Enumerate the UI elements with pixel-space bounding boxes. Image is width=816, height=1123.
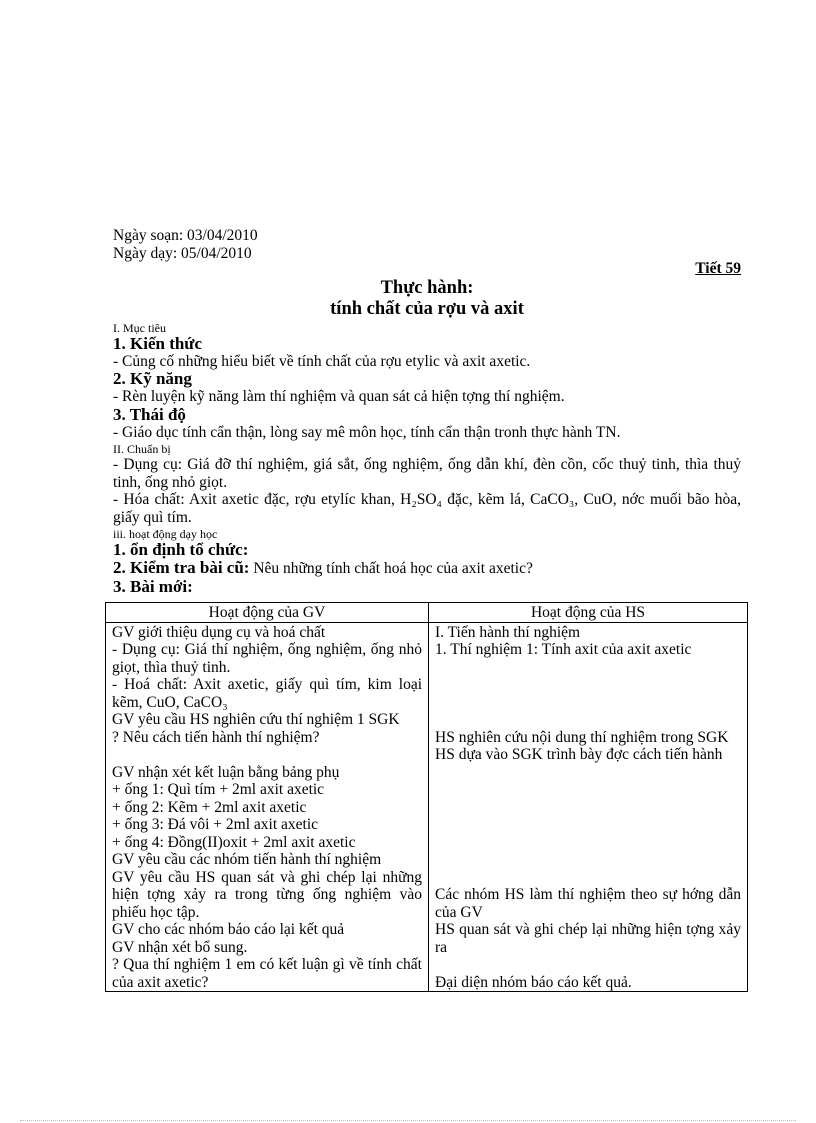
gv-line: + ống 3: Đá vôi + 2ml axit axetic: [112, 816, 319, 833]
tiet-number: Tiết 59: [695, 260, 741, 277]
text-kiem-tra: Nêu những tính chất hoá học của axit axetic?: [249, 560, 533, 577]
ngay-soan: Ngày soạn: 03/04/2010: [113, 227, 258, 244]
gv-line: - Dụng cụ: Giá thí nghiệm, ống nghiệm, ống nhỏ giọt, thìa thuỷ tinh.: [112, 641, 422, 676]
header-gv: Hoạt động của GV: [106, 603, 429, 623]
hs-spacer: [435, 659, 741, 677]
document-page: [113, 227, 741, 596]
heading-kien-thuc: 1. Kiến thức: [113, 333, 203, 353]
text-kien-thuc: - Củng cố những hiểu biết về tính chất của rợu etylic và axit axetic.: [113, 352, 531, 370]
gv-column: [106, 622, 429, 992]
hs-line: HS dựa vào SGK trình bày đợc cách tiến hành: [435, 746, 723, 763]
hs-line: HS nghiên cứu nội dung thí nghiệm trong SGK: [435, 728, 729, 746]
hs-line: HS quan sát và ghi chép lại những hiện tợng xảy ra: [435, 921, 741, 956]
section-chuan-bi: II. Chuẩn bị: [113, 442, 171, 456]
table-header-row: [106, 603, 748, 623]
gv-line: + ống 1: Quì tím + 2ml axit axetic: [112, 781, 325, 798]
hs-spacer: [435, 834, 741, 852]
section-hoat-dong: iii. hoạt động dạy học: [113, 527, 218, 541]
ngay-day: Ngày dạy: 05/04/2010: [113, 244, 252, 262]
gv-line: + ống 4: Đồng(II)oxit + 2ml axit axetic: [112, 833, 356, 851]
text-thai-do: - Giáo dục tính cẩn thận, lòng say mê môn học, tính cẩn thận tronh thực hành TN.: [113, 423, 621, 441]
hs-spacer: [435, 711, 741, 729]
gv-line: GV yêu cầu HS nghiên cứu thí nghiệm 1 SGK: [112, 711, 400, 728]
gv-line: GV nhận xét kết luận bằng bảng phụ: [112, 763, 340, 781]
hs-line: I. Tiến hành thí nghiệm: [435, 623, 581, 641]
hs-spacer: [435, 851, 741, 869]
hs-column: [429, 622, 748, 992]
text-ky-nang: - Rèn luyện kỹ năng làm thí nghiệm và quan sát cả hiện tợng thí nghiệm.: [113, 388, 565, 405]
heading-kiem-tra: 2. Kiểm tra bài cũ:: [113, 558, 250, 577]
kiem-tra-line: [113, 559, 741, 578]
title-line-2: tính chất của rợu và axit: [330, 298, 524, 319]
gv-line: GV cho các nhóm báo cáo lại kết quả: [112, 921, 345, 938]
hs-spacer: [435, 956, 741, 974]
gv-line: GV yêu cầu các nhóm tiến hành thí nghiệm: [112, 851, 382, 868]
title-line-1: Thực hành:: [380, 277, 474, 298]
text-hoa-chat: - Hóa chất: Axit axetic đặc, rợu etylíc khan, H₂SO₄ đặc, kẽm lá, CaCO₃, CuO, nớc muối bão hòa, giấy quì tím.: [113, 491, 741, 526]
gv-line: GV yêu cầu HS quan sát và ghi chép lại những hiện tợng xảy ra trong từng ống nghiệm vào phiếu học tập.: [112, 868, 422, 921]
hs-spacer: [435, 764, 741, 782]
page-footer-divider: [20, 1120, 796, 1121]
gv-line: ? Qua thí nghiệm 1 em có kết luận gì về tính chất của axit axetic?: [112, 956, 422, 991]
hs-spacer: [435, 816, 741, 834]
gv-line: ? Nêu cách tiến hành thí nghiệm?: [112, 728, 320, 746]
hs-spacer: [435, 781, 741, 799]
hs-spacer: [435, 799, 741, 817]
gv-line: GV giới thiệu dụng cụ và hoá chất: [112, 623, 326, 641]
heading-on-dinh: 1. ổn định tổ chức:: [113, 540, 249, 559]
heading-bai-moi: 3. Bài mới:: [113, 576, 193, 596]
heading-ky-nang: 2. Kỹ năng: [113, 369, 192, 388]
gv-line: GV nhận xét bổ sung.: [112, 938, 248, 956]
hs-line: 1. Thí nghiệm 1: Tính axit của axit axetic: [435, 641, 692, 658]
header-hs: Hoạt động của HS: [429, 603, 748, 623]
hs-line: Các nhóm HS làm thí nghiệm theo sự hớng dẫn của GV: [435, 886, 741, 921]
table-body-row: [106, 622, 748, 992]
heading-thai-do: 3. Thái độ: [113, 404, 186, 424]
hs-spacer: [435, 694, 741, 712]
text-dung-cu: - Dụng cụ: Giá đỡ thí nghiệm, giá sắt, ống nghiệm, ống dẫn khí, đèn cồn, cốc thuỷ tinh, thìa thuỷ tinh, ống nhỏ giọt.: [113, 456, 741, 491]
hs-line: Đại diện nhóm báo cáo kết quả.: [435, 973, 632, 991]
gv-line: - Hoá chất: Axit axetic, giấy quì tím, kim loại kẽm, CuO, CaCO₃: [112, 676, 422, 711]
activity-table: [105, 602, 748, 992]
hs-spacer: [435, 869, 741, 887]
gv-spacer: [112, 746, 422, 764]
section-muc-tieu: I. Mục tiêu: [113, 320, 166, 335]
hs-spacer: [435, 676, 741, 694]
gv-line: + ống 2: Kẽm + 2ml axit axetic: [112, 798, 307, 816]
